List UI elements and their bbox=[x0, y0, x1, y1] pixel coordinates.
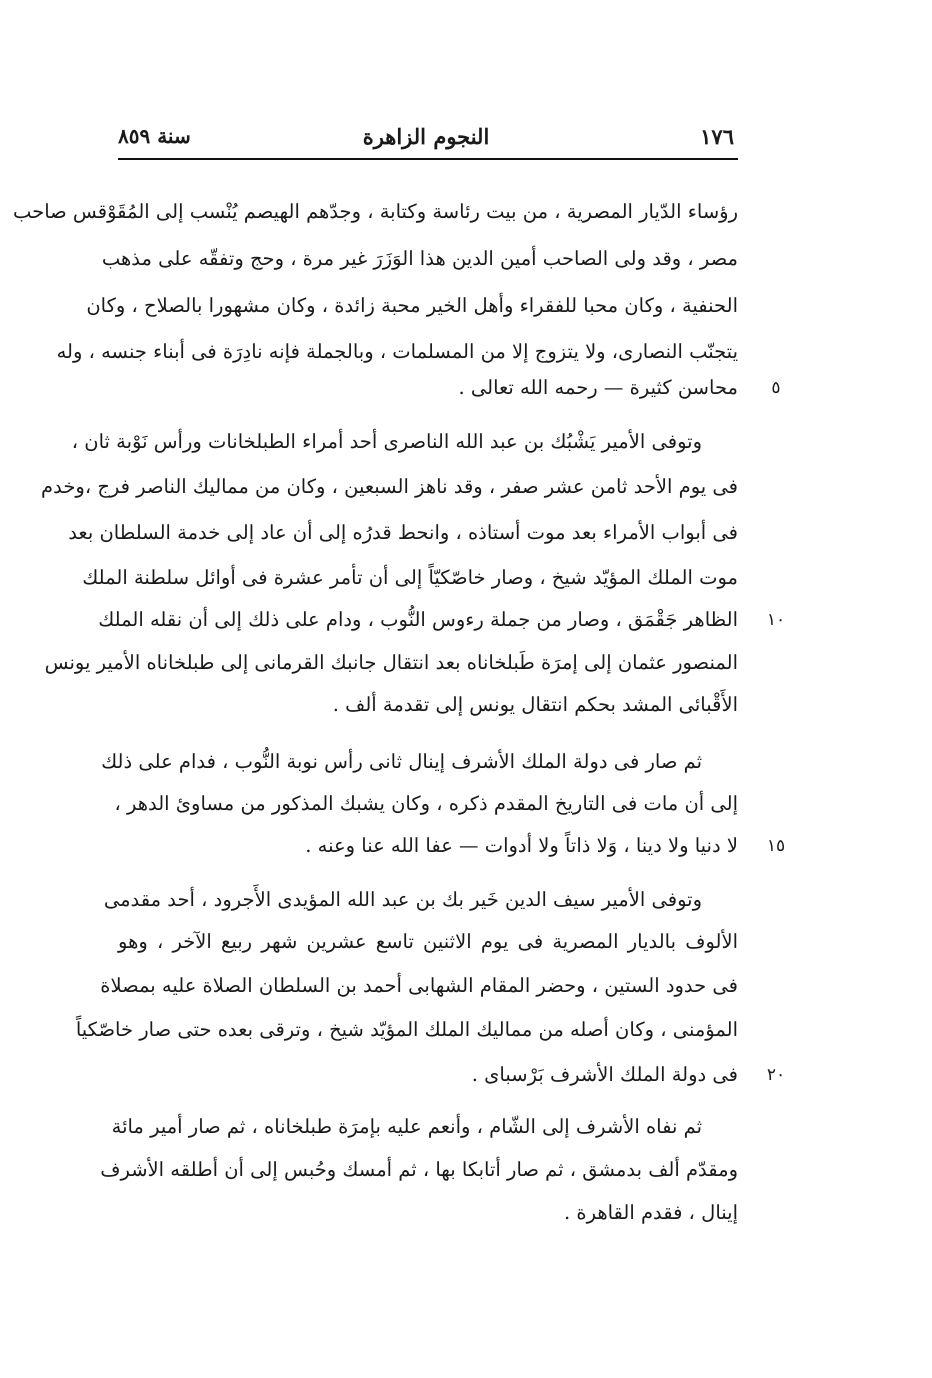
text-line: الألوف بالديار المصرية فى يوم الاثنين تاسع عشرين شهر ربيع الآخر ، وهو bbox=[118, 930, 738, 953]
line-number: ٢٠ bbox=[766, 1065, 786, 1085]
text-line: فى دولة الملك الأشرف بَرْسباى . bbox=[471, 1063, 738, 1086]
line-number: ١٥ bbox=[766, 836, 786, 856]
line-number: ١٠ bbox=[766, 610, 786, 630]
text-line: فى حدود الستين ، وحضر المقام الشهابى أحمد بن السلطان الصلاة عليه بمصلاة bbox=[100, 974, 738, 997]
text-line: موت الملك المؤيّد شيخ ، وصار خاصّكيّاً إلى أن تأمر عشرة فى أوائل سلطنة الملك bbox=[82, 566, 738, 589]
running-year: سنة ٨٥٩ bbox=[118, 124, 191, 148]
text-line: الأَقْبائى المشد بحكم انتقال يونس إلى تقدمة ألف . bbox=[332, 693, 738, 716]
text-line: المؤمنى ، وكان أصله من مماليك الملك المؤيّد شيخ ، وترقى بعده حتى صار خاصّكياً bbox=[75, 1018, 738, 1041]
page-number: ١٧٦ bbox=[700, 124, 734, 149]
text-line: الظاهر جَقْمَق ، وصار من جملة رءوس النُّوب ، ودام على ذلك إلى أن نقله الملك bbox=[98, 608, 738, 631]
text-line: لا دنيا ولا دينا ، وَلا ذاتاً ولا أدوات — عفا الله عنا وعنه . bbox=[305, 834, 738, 857]
text-line: المنصور عثمان إلى إمرَة طَبلخاناه بعد انتقال جانبك القرمانى إلى طبلخاناه الأمير يونس bbox=[44, 651, 738, 674]
text-line: فى يوم الأحد ثامن عشر صفر ، وقد ناهز السبعين ، وكان من مماليك الناصر فرج ،وخدم bbox=[41, 475, 738, 498]
text-line: فى أبواب الأمراء بعد موت أستاذه ، وانحط قدرُه إلى أن عاد إلى خدمة السلطان بعد bbox=[68, 521, 738, 544]
text-line: مصر ، وقد ولى الصاحب أمين الدين هذا الوَزَرَ غير مرة ، وحج وتفقّه على مذهب bbox=[101, 247, 738, 270]
text-line: الحنفية ، وكان محبا للفقراء وأهل الخير محبة زائدة ، وكان مشهورا بالصلاح ، وكان bbox=[86, 294, 738, 317]
line-number: ٥ bbox=[771, 378, 781, 398]
text-line: ثم صار فى دولة الملك الأشرف إينال ثانى رأس نوبة النُّوب ، فدام على ذلك bbox=[101, 750, 702, 773]
text-line: يتجنّب النصارى، ولا يتزوج إلا من المسلمات ، وبالجملة فإنه نادِرَة فى أبناء جنسه ، وله bbox=[56, 340, 738, 363]
text-line: إلى أن مات فى التاريخ المقدم ذكره ، وكان يشبك المذكور من مساوئ الدهر ، bbox=[114, 792, 738, 815]
text-line: إينال ، فقدم القاهرة . bbox=[563, 1201, 738, 1224]
text-line: محاسن كثيرة — رحمه الله تعالى . bbox=[458, 376, 738, 399]
text-line: ومقدّم ألف بدمشق ، ثم صار أتابكا بها ، ثم أمسك وحُبس إلى أن أطلقه الأشرف bbox=[100, 1158, 738, 1181]
text-line: رؤساء الدّيار المصرية ، من بيت رئاسة وكتابة ، وجدّهم الهيصم يُنْسب إلى المُقَوْقس صاحب bbox=[13, 200, 738, 223]
text-line: وتوفى الأمير يَشْبُك بن عبد الله الناصرى أحد أمراء الطبلخانات ورأس نَوْبة ثان ، bbox=[71, 430, 702, 453]
running-title: النجوم الزاهرة bbox=[362, 124, 490, 149]
text-line: وتوفى الأمير سيف الدين خَير بك بن عبد الله المؤيدى الأَجرود ، أحد مقدمى bbox=[103, 888, 702, 911]
text-line: ثم نفاه الأشرف إلى الشّام ، وأنعم عليه بإمرَة طبلخاناه ، ثم صار أمير مائة bbox=[111, 1115, 702, 1138]
